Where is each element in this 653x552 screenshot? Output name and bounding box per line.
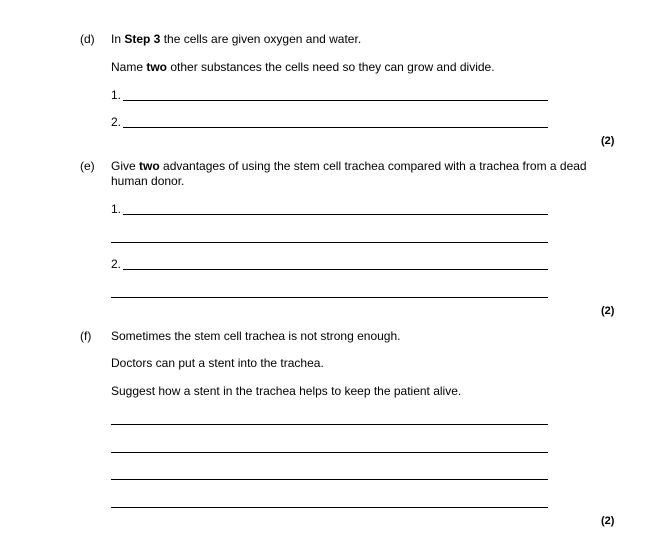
question-f-line-3: Suggest how a stent in the trachea helps to keep the patient alive. xyxy=(111,384,462,398)
question-e-answer-line-1b[interactable] xyxy=(111,242,548,243)
question-d-stem-bold: Step 3 xyxy=(124,32,161,46)
question-d-stem-pre: In xyxy=(111,32,125,46)
question-f-answer-line-4[interactable] xyxy=(111,507,548,508)
question-e-stem-bold: two xyxy=(139,159,160,173)
question-d-instruction xyxy=(111,60,495,74)
question-f-marks: (2) xyxy=(601,515,615,527)
question-d-stem-post: the cells are given oxygen and water. xyxy=(160,32,362,46)
question-f-line-2: Doctors can put a stent into the trachea. xyxy=(111,356,324,370)
question-d-instruction-bold: two xyxy=(146,60,168,74)
question-e-stem-pre: Give xyxy=(111,159,140,173)
question-d-answer-1-label: 1. xyxy=(111,88,122,102)
question-d-stem xyxy=(111,32,361,46)
question-f-answer-line-3[interactable] xyxy=(111,479,548,480)
question-d-instruction-pre: Name xyxy=(111,60,147,74)
question-f-line-1: Sometimes the stem cell trachea is not strong enough. xyxy=(111,329,401,343)
question-d-answer-2-label: 2. xyxy=(111,115,122,129)
question-d-instruction-post: other substances the cells need so they can grow and divide. xyxy=(167,60,495,74)
question-e-answer-1-label: 1. xyxy=(111,202,122,216)
question-e-stem-post: advantages of using the stem cell trachea compared with a trachea from a dead human donor. xyxy=(111,159,587,188)
question-e-answer-2-label: 2. xyxy=(111,257,122,271)
question-d-answer-line-1[interactable] xyxy=(123,100,548,101)
question-e-answer-line-2a[interactable] xyxy=(123,269,548,270)
question-e-answer-line-1a[interactable] xyxy=(123,214,548,215)
question-e-marks: (2) xyxy=(601,305,615,317)
question-d-marks: (2) xyxy=(601,135,615,147)
question-e-answer-line-2b[interactable] xyxy=(111,297,548,298)
question-e-stem xyxy=(111,159,591,189)
question-d-answer-line-2[interactable] xyxy=(123,127,548,128)
question-f-label: (f) xyxy=(80,329,92,343)
question-e-label: (e) xyxy=(80,159,95,173)
question-d-label: (d) xyxy=(80,32,95,46)
question-f-answer-line-1[interactable] xyxy=(111,424,548,425)
question-f-answer-line-2[interactable] xyxy=(111,452,548,453)
